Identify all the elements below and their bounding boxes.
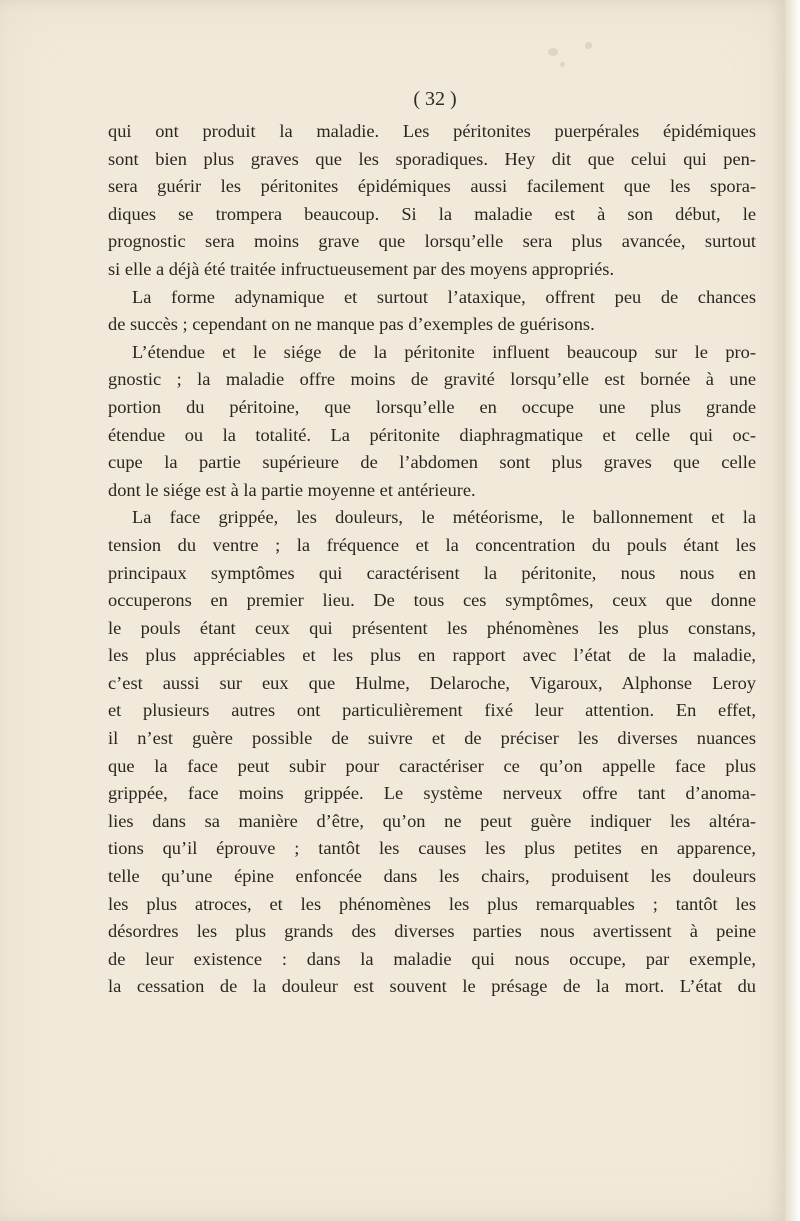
text-line: grippée, face moins grippée. Le système nerveux offre tant d’anoma- xyxy=(108,783,756,804)
paper-stain xyxy=(560,62,565,67)
text-line: le pouls étant ceux qui présentent les phénomènes les plus constans, xyxy=(108,617,756,638)
text-line: La face grippée, les douleurs, le météorisme, le ballonnement et la xyxy=(132,507,756,528)
text-line: dont le siége est à la partie moyenne et antérieure. xyxy=(108,479,476,500)
text-line: tension du ventre ; la fréquence et la concentration du pouls étant les xyxy=(108,534,756,555)
body-text xyxy=(108,118,756,1001)
text-line: portion du péritoine, que lorsqu’elle en occupe une plus grande xyxy=(108,396,756,417)
text-line: La forme adynamique et surtout l’ataxique, offrent peu de chances xyxy=(132,286,756,307)
text-line: il n’est guère possible de suivre et de préciser les diverses nuances xyxy=(108,728,756,749)
text-line: tions qu’il éprouve ; tantôt les causes les plus petites en apparence, xyxy=(108,838,756,859)
text-line: telle qu’une épine enfoncée dans les chairs, produisent les douleurs xyxy=(108,866,756,887)
text-line: que la face peut subir pour caractériser ce qu’on appelle face plus xyxy=(108,755,756,776)
text-line: diques se trompera beaucoup. Si la maladie est à son début, le xyxy=(108,203,756,224)
paper-stain xyxy=(548,48,558,56)
text-line: principaux symptômes qui caractérisent la péritonite, nous nous en xyxy=(108,562,756,583)
text-line: la cessation de la douleur est souvent le présage de la mort. L’état du xyxy=(108,976,756,997)
text-line: occuperons en premier lieu. De tous ces symptômes, ceux que donne xyxy=(108,590,756,611)
text-line: si elle a déjà été traitée infructueusement par des moyens appropriés. xyxy=(108,258,615,279)
paper-stain xyxy=(585,42,592,49)
text-line: de succès ; cependant on ne manque pas d’exemples de guérisons. xyxy=(108,314,595,335)
text-line: et plusieurs autres ont particulièrement fixé leur attention. En effet, xyxy=(108,700,756,721)
text-line: sont bien plus graves que les sporadiques. Hey dit que celui qui pen- xyxy=(108,148,756,169)
text-line: L’étendue et le siége de la péritonite influent beaucoup sur le pro- xyxy=(132,341,756,362)
text-line: de leur existence : dans la maladie qui nous occupe, par exemple, xyxy=(108,948,756,969)
page-number: ( 32 ) xyxy=(413,88,457,110)
text-line: gnostic ; la maladie offre moins de gravité lorsqu’elle est bornée à une xyxy=(108,369,756,390)
text-line: c’est aussi sur eux que Hulme, Delaroche, Vigaroux, Alphonse Leroy xyxy=(108,672,756,693)
text-line: désordres les plus grands des diverses parties nous avertissent à peine xyxy=(108,921,756,942)
page-edge xyxy=(785,0,800,1221)
text-line: lies dans sa manière d’être, qu’on ne peut guère indiquer les altéra- xyxy=(108,810,756,831)
text-line: les plus appréciables et les plus en rapport avec l’état de la maladie, xyxy=(108,645,756,666)
text-line: cupe la partie supérieure de l’abdomen sont plus graves que celle xyxy=(108,452,756,473)
text-line: les plus atroces, et les phénomènes les plus remarquables ; tantôt les xyxy=(108,893,756,914)
text-line: sera guérir les péritonites épidémiques aussi facilement que les spora- xyxy=(108,176,756,197)
text-line: qui ont produit la maladie. Les péritonites puerpérales épidémiques xyxy=(108,121,756,141)
text-line: prognostic sera moins grave que lorsqu’elle sera plus avancée, surtout xyxy=(108,231,756,252)
text-line: étendue ou la totalité. La péritonite diaphragmatique et celle qui oc- xyxy=(108,424,756,445)
